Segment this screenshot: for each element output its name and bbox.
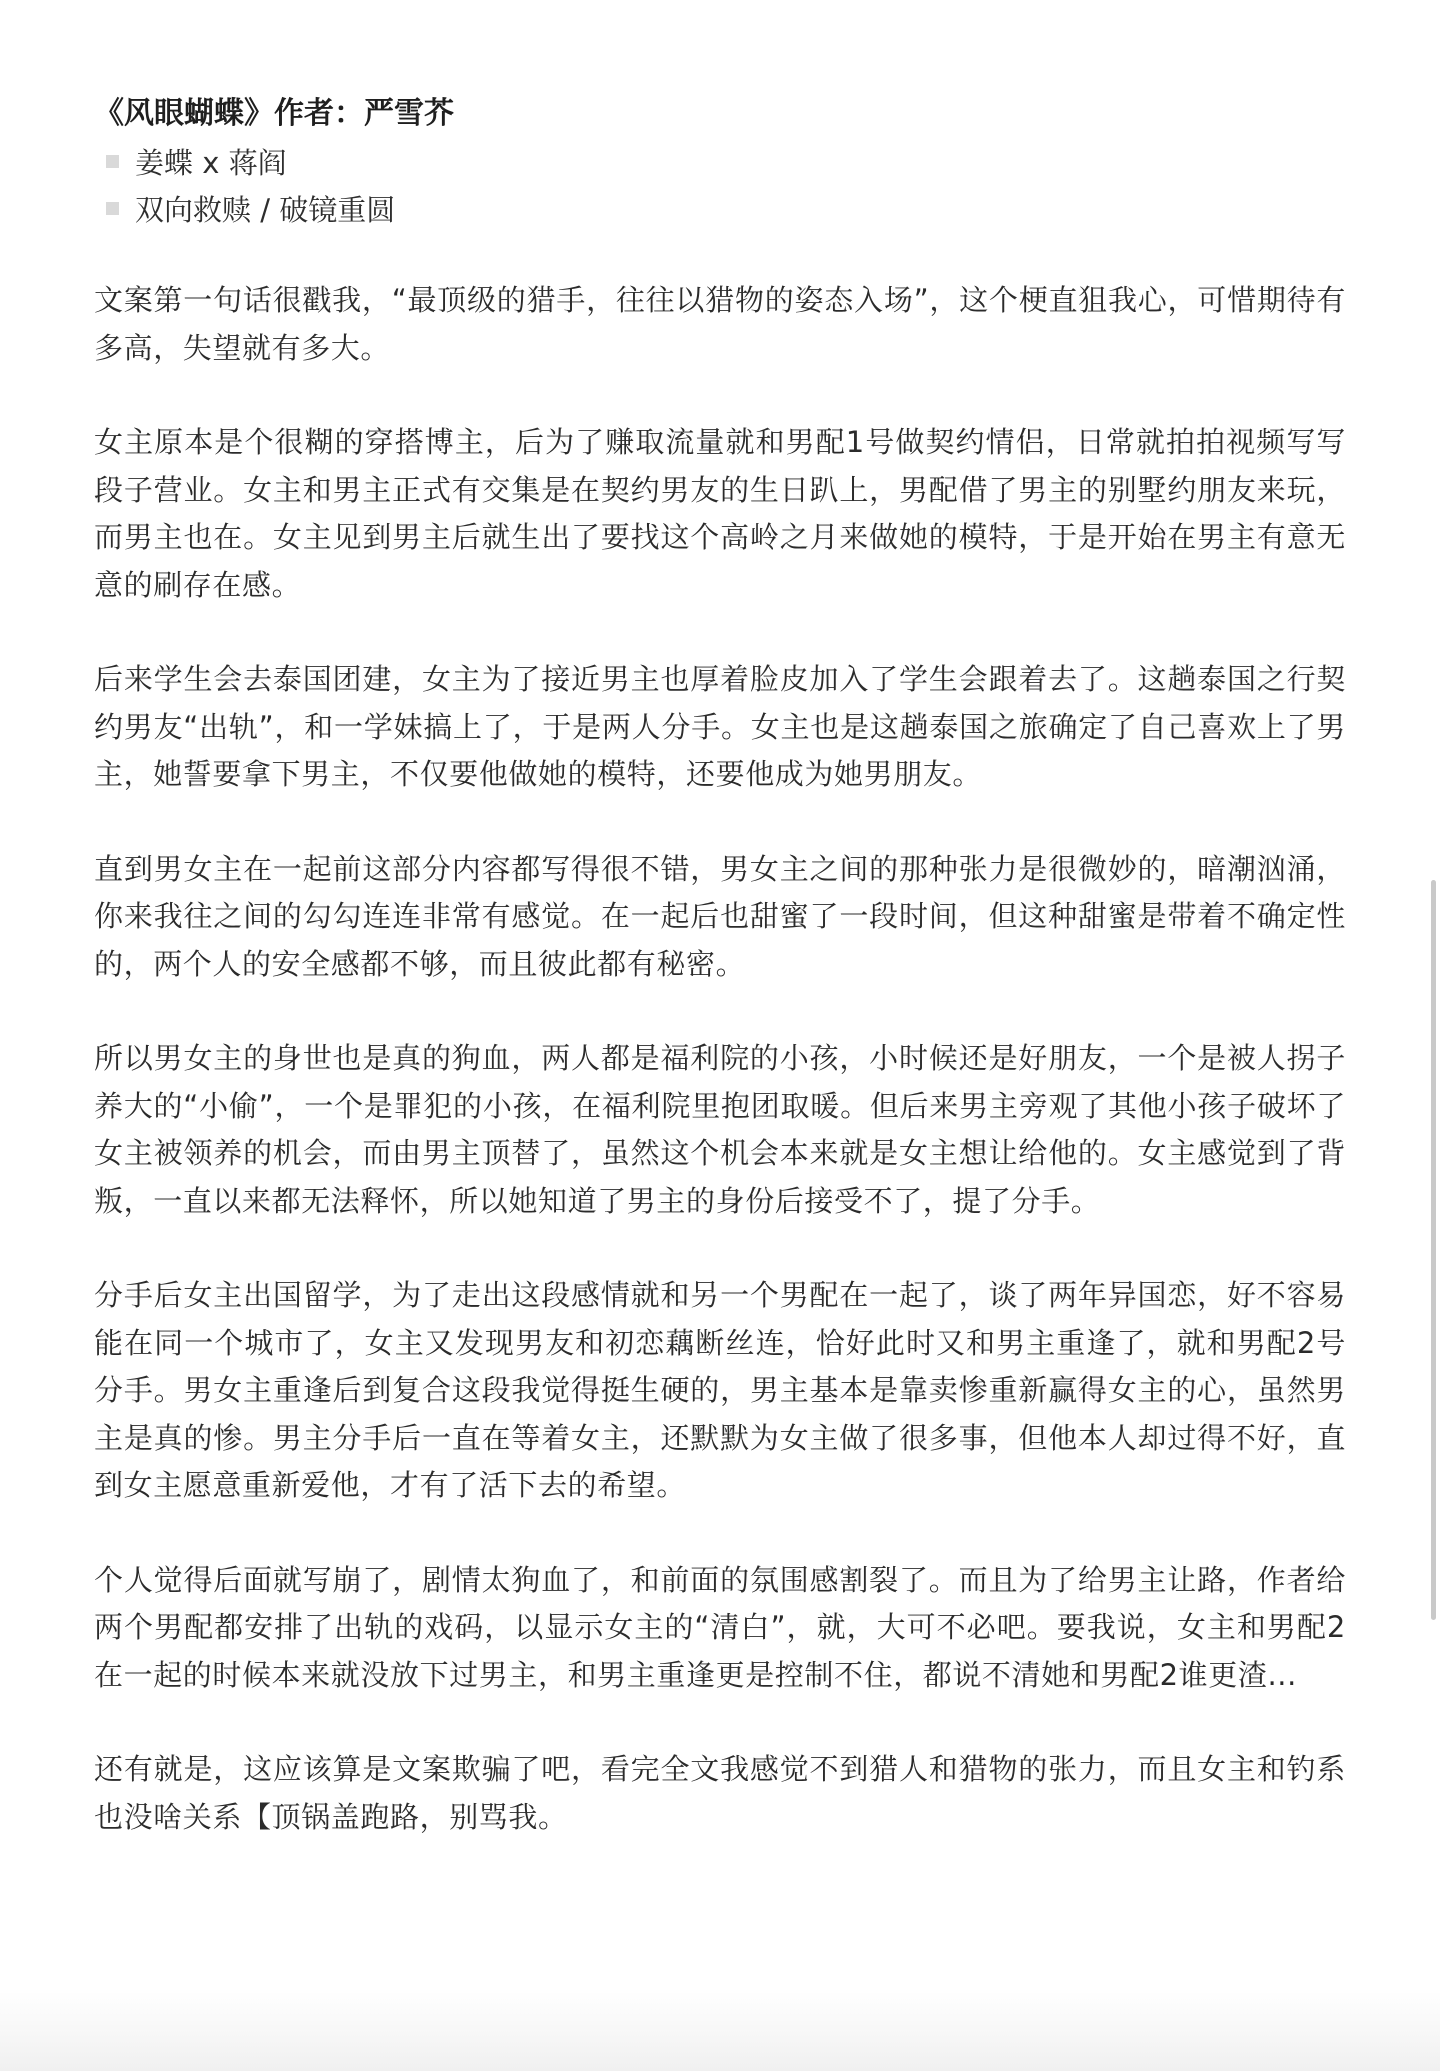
review-text bbox=[94, 277, 1346, 1841]
document-body bbox=[94, 92, 1346, 1888]
paragraph: 直到男女主在一起前这部分内容都写得很不错，男女主之间的那种张力是很微妙的，暗潮汹涌，你来我往之间的勾勾连连非常有感觉。在一起后也甜蜜了一段时间，但这种甜蜜是带着不确定性的，两个人的安全感都不够，而且彼此都有秘密。 bbox=[94, 851, 1346, 981]
tag-item bbox=[94, 185, 1346, 232]
paragraph: 文案第一句话很戳我，“最顶级的猎手，往往以猎物的姿态入场”，这个梗直狙我心，可惜期待有多高，失望就有多大。 bbox=[94, 283, 1346, 365]
paragraph: 还有就是，这应该算是文案欺骗了吧，看完全文我感觉不到猎人和猎物的张力，而且女主和钓系也没啥关系【顶锅盖跑路，别骂我。 bbox=[94, 1752, 1346, 1834]
paragraph: 所以男女主的身世也是真的狗血，两人都是福利院的小孩，小时候还是好朋友，一个是被人拐子养大的“小偷”，一个是罪犯的小孩，在福利院里抱团取暖。但后来男主旁观了其他小孩子破坏了女主被领养的机会，而由男主顶替了，虽然这个机会本来就是女主想让给他的。女主感觉到了背叛，一直以来都无法释怀，所以她知道了男主的身份后接受不了，提了分手。 bbox=[94, 1041, 1346, 1218]
vertical-scrollbar[interactable] bbox=[1431, 880, 1436, 1620]
tag-list bbox=[94, 138, 1346, 232]
tag-text: 姜蝶 x 蒋阎 bbox=[135, 146, 287, 180]
square-bullet-icon bbox=[106, 155, 119, 168]
paragraph: 分手后女主出国留学，为了走出这段感情就和另一个男配在一起了，谈了两年异国恋，好不容易能在同一个城市了，女主又发现男友和初恋藕断丝连，恰好此时又和男主重逢了，就和男配2号分手。男女主重逢后到复合这段我觉得挺生硬的，男主基本是靠卖惨重新赢得女主的心，虽然男主是真的惨。男主分手后一直在等着女主，还默默为女主做了很多事，但他本人却过得不好，直到女主愿意重新爱他，才有了活下去的希望。 bbox=[94, 1278, 1346, 1502]
paragraph: 个人觉得后面就写崩了，剧情太狗血了，和前面的氛围感割裂了。而且为了给男主让路，作者给两个男配都安排了出轨的戏码，以显示女主的“清白”，就，大可不必吧。要我说，女主和男配2在一起的时候本来就没放下过男主，和男主重逢更是控制不住，都说不清她和男配2谁更渣... bbox=[94, 1562, 1346, 1692]
paragraph: 女主原本是个很糊的穿搭博主，后为了赚取流量就和男配1号做契约情侣，日常就拍拍视频写写段子营业。女主和男主正式有交集是在契约男友的生日趴上，男配借了男主的别墅约朋友来玩，而男主也在。女主见到男主后就生出了要找这个高岭之月来做她的模特，于是开始在男主有意无意的刷存在感。 bbox=[94, 425, 1346, 602]
tag-text: 双向救赎 / 破镜重圆 bbox=[135, 193, 396, 227]
square-bullet-icon bbox=[106, 202, 119, 215]
bottom-shadow bbox=[0, 1991, 1440, 2071]
tag-item bbox=[94, 138, 1346, 185]
book-title: 《风眼蝴蝶》作者：严雪芥 bbox=[94, 96, 454, 131]
paragraph: 后来学生会去泰国团建，女主为了接近男主也厚着脸皮加入了学生会跟着去了。这趟泰国之行契约男友“出轨”，和一学妹搞上了，于是两人分手。女主也是这趟泰国之旅确定了自己喜欢上了男主，她誓要拿下男主，不仅要他做她的模特，还要他成为她男朋友。 bbox=[94, 662, 1346, 791]
